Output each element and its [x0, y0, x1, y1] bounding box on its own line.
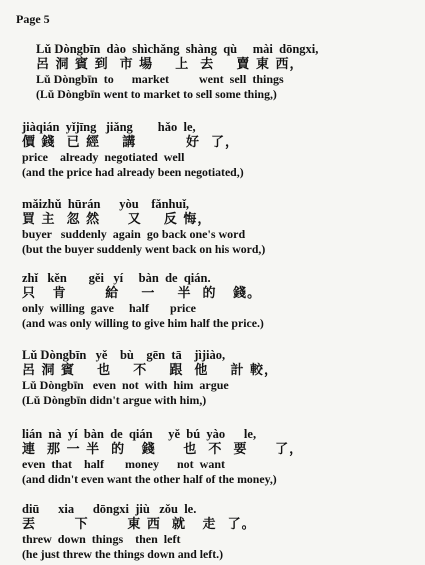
chinese-line: 價 錢 已 經 講 好 了，: [22, 135, 239, 150]
page-number: Page 5: [16, 12, 50, 26]
translation-line: (Lǔ Dòngbīn didn't argue with him,): [22, 393, 207, 407]
translation-line: (he just threw the things down and left.): [22, 547, 223, 561]
gloss-line: only willing gave half price: [22, 301, 196, 315]
chinese-line: 呂 洞 賓 到 市 場 上 去 賣 東 西，: [36, 57, 304, 72]
pinyin-line: zhǐ kěn gěi yí bàn de qián.: [22, 271, 211, 285]
chinese-line: 丟 下 東 西 就 走 了。: [22, 517, 256, 532]
gloss-line: Lǔ Dòngbīn to market went sell things: [36, 72, 284, 86]
stanza-6: [22, 427, 417, 487]
stanza-4: [22, 271, 417, 331]
pinyin-line: Lǔ Dòngbīn yě bù gēn tā jìjiào,: [22, 348, 226, 362]
stanza-3: [22, 197, 417, 257]
pinyin-line: mǎizhǔ hūrán yòu fǎnhuǐ,: [22, 197, 190, 211]
translation-line: (but the buyer suddenly went back on his word,): [22, 242, 266, 256]
gloss-line: price already negotiated well: [22, 150, 185, 164]
translation-line: (and didn't even want the other half of the money,): [22, 472, 277, 486]
translation-line: (and the price had already been negotiated,): [22, 165, 244, 179]
stanza-1: [36, 42, 425, 102]
gloss-line: even that half money not want: [22, 457, 225, 471]
chinese-line: 只 肯 給 一 半 的 錢。: [22, 286, 262, 301]
chinese-line: 買 主 忽 然 又 反 悔，: [22, 212, 212, 227]
translation-line: (and was only willing to give him half the price.): [22, 316, 264, 330]
gloss-line: threw down things then left: [22, 532, 181, 546]
stanza-2: [22, 120, 417, 180]
pinyin-line: diū xia dōngxi jiù zǒu le.: [22, 502, 197, 516]
gloss-line: Lǔ Dòngbīn even not with him argue: [22, 378, 229, 392]
translation-line: (Lǔ Dòngbīn went to market to sell some thing,): [36, 87, 277, 101]
stanza-7: [22, 502, 417, 562]
gloss-line: buyer suddenly again go back one's word: [22, 227, 246, 241]
stanza-5: [22, 348, 417, 408]
pinyin-line: Lǔ Dòngbīn dào shìchǎng shàng qù mài dōngxi,: [36, 42, 319, 56]
pinyin-line: lián nà yí bàn de qián yě bú yào le,: [22, 427, 257, 441]
chinese-line: 連 那 一 半 的 錢 也 不 要 了，: [22, 442, 304, 457]
chinese-line: 呂 洞 賓 也 不 跟 他 計 較，: [22, 363, 279, 378]
pinyin-line: jiàqián yǐjīng jiǎng hǎo le,: [22, 120, 196, 134]
